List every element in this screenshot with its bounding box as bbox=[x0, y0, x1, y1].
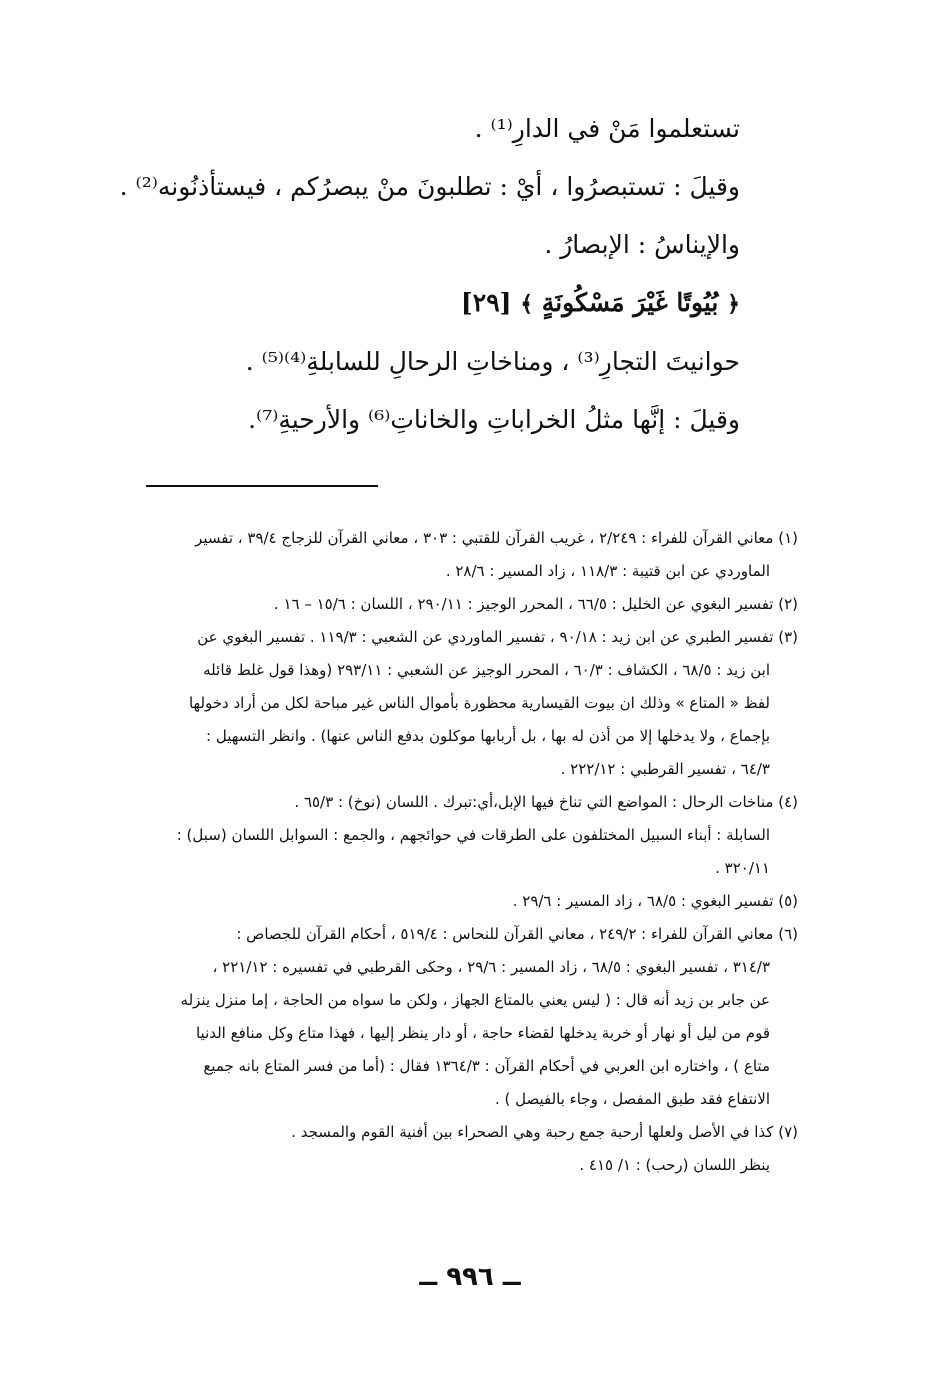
footnote-line: قوم من ليل أو نهار أو خربة يدخلها لقضاء حاجة ، أو دار ينظر إليها ، فهذا متاع وكل منافع الدنيا bbox=[195, 1024, 770, 1042]
footnotes bbox=[130, 522, 798, 1182]
footnote-line: (٧) كذا في الأصل ولعلها أرحبة جمع رحبة وهي الصحراء بين أفنية القوم والمسجد . bbox=[291, 1123, 798, 1141]
verse-close-bracket: ﴾ bbox=[520, 291, 534, 317]
main-line-1: تستعلموا مَنْ في الدارِ⁽¹⁾ . bbox=[474, 114, 740, 143]
page-number: ــ ٩٩٦ ــ bbox=[419, 1262, 521, 1292]
main-line-5: حوانيتَ التجارِ⁽³⁾ ، ومناخاتِ الرحالِ للسابلةِ⁽⁴⁾⁽⁵⁾ . bbox=[245, 347, 740, 376]
verse-reference: [٢٩] bbox=[460, 288, 512, 317]
main-text bbox=[100, 100, 740, 449]
main-line-2: وقيلَ : تستبصرُوا ، أيْ : تطلبونَ منْ يبصرُكم ، فيستأذنُونه⁽²⁾ . bbox=[119, 172, 740, 201]
footnote-3 bbox=[130, 621, 798, 786]
footnote-1 bbox=[130, 522, 798, 588]
footnote-line: ٣١٤/٣ ، تفسير البغوي : ٦٨/٥ ، زاد المسير : ٢٩/٦ ، وحكى القرطبي في تفسيره : ٢٢١/١٢ ، bbox=[212, 958, 770, 976]
footnote-line: ٦٤/٣ ، تفسير القرطبي : ٢٢٢/١٢ . bbox=[560, 760, 770, 778]
footnote-2 bbox=[130, 588, 798, 621]
footnote-line: متاع ) ، واختاره ابن العربي في أحكام القرآن : ١٣٦٤/٣ فقال : (أما من فسر المتاع بانه جميع bbox=[203, 1057, 770, 1075]
main-line-3: والإيناسُ : الإبصارُ . bbox=[544, 230, 740, 259]
footnote-line: بإجماع ، ولا يدخلها إلا من أذن له بها ، بل أربابها موكلون بدفع الناس عنها) . وانظر التسهيل : bbox=[206, 727, 770, 745]
footnote-line: (٢) تفسير البغوي عن الخليل : ٦٦/٥ ، المحرر الوجيز : ٢٩٠/١١ ، اللسان : ١٥/٦ – ١٦ . bbox=[273, 595, 798, 613]
footnote-4 bbox=[130, 786, 798, 885]
footnote-line: (٥) تفسير البغوي : ٦٨/٥ ، زاد المسير : ٢٩/٦ . bbox=[512, 892, 798, 910]
footnote-line: (٦) معاني القرآن للفراء : ٢٤٩/٢ ، معاني القرآن للنحاس : ٥١٩/٤ ، أحكام القرآن للجصاص : bbox=[236, 925, 798, 943]
footnote-line: عن جابر بن زيد أنه قال : ( ليس يعني بالمتاع الجهاز ، ولكن ما سواه من الحاجة ، إما منزل ينزله bbox=[180, 991, 770, 1009]
footnote-divider bbox=[146, 485, 378, 487]
footnote-line: الانتفاع فقد طبق المفصل ، وجاء بالفيصل ) . bbox=[494, 1090, 770, 1108]
footnote-line: (٣) تفسير الطبري عن ابن زيد : ٩٠/١٨ ، تفسير الماوردي عن الشعبي : ١١٩/٣ . تفسير البغوي عن bbox=[197, 628, 798, 646]
footnote-7 bbox=[130, 1116, 798, 1182]
footnote-line: ٣٢٠/١١ . bbox=[715, 859, 770, 877]
footnote-line: (١) معاني القرآن للفراء : ٢/٢٤٩ ، غريب القرآن للقتبي : ٣٠٣ ، معاني القرآن للزجاج ٣٩/٤ ، تفسير bbox=[195, 529, 798, 547]
footnote-line: (٤) مناخات الرحال : المواضع التي تناخ فيها الإبل،أي:تبرك . اللسان (نوخ) : ٦٥/٣ . bbox=[294, 793, 798, 811]
footnote-5 bbox=[130, 885, 798, 918]
verse-open-bracket: ﴿ bbox=[727, 291, 740, 317]
footnote-line: ابن زيد : ٦٨/٥ ، الكشاف : ٦٠/٣ ، المحرر الوجيز عن الشعبي : ٢٩٣/١١ (وهذا قول غلط قائله bbox=[203, 661, 770, 679]
footnote-line: الماوردي عن ابن قتيبة : ١١٨/٣ ، زاد المسير : ٢٨/٦ . bbox=[445, 562, 770, 580]
footnote-line: لفظ « المتاع » وذلك ان بيوت القيسارية محظورة بأموال الناس غير مباحة لكل من أراد دخولها bbox=[188, 694, 770, 712]
footnote-line: ينظر اللسان (رحب) : ١/ ٤١٥ . bbox=[579, 1156, 770, 1174]
main-line-6: وقيلَ : إنَّها مثلُ الخراباتِ والخاناتِ⁽⁶⁾ والأرحيةِ⁽⁷⁾. bbox=[248, 405, 740, 434]
footnote-6 bbox=[130, 918, 798, 1116]
footnote-line: السابلة : أبناء السبيل المختلفون على الطرقات في حوائجهم ، والجمع : السوابل اللسان (سبل) : bbox=[176, 826, 770, 844]
quran-verse bbox=[100, 274, 740, 333]
verse-text: بُيُوتًا غَيْرَ مَسْكُونَةٍ bbox=[541, 288, 719, 317]
